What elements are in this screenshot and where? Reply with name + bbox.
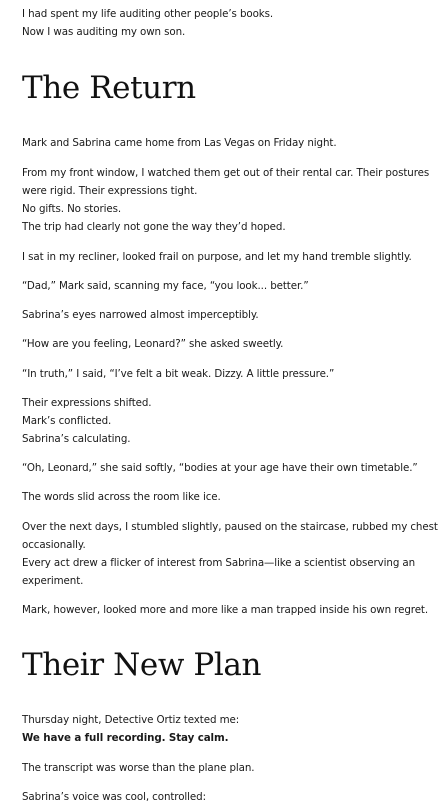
section-heading-their-new-plan: Their New Plan xyxy=(22,647,262,683)
paragraph-line: Their expressions shifted. xyxy=(22,397,152,409)
paragraph-line: The transcript was worse than the plane plan. xyxy=(22,762,255,774)
paragraph-line: The trip had clearly not gone the way they’d hoped. xyxy=(22,221,286,233)
paragraph-line: Sabrina’s calculating. xyxy=(22,433,131,445)
paragraph-line: I sat in my recliner, looked frail on purpose, and let my hand tremble slightly. xyxy=(22,251,412,263)
paragraph-line: Over the next days, I stumbled slightly, paused on the staircase, rubbed my chest xyxy=(22,521,438,533)
paragraph-line: occasionally. xyxy=(22,539,86,551)
paragraph-line: “In truth,” I said, “I’ve felt a bit weak. Dizzy. A little pressure.” xyxy=(22,368,335,380)
paragraph-line: “Dad,” Mark said, scanning my face, “you look... better.” xyxy=(22,280,309,292)
paragraph-line: Mark and Sabrina came home from Las Vegas on Friday night. xyxy=(22,137,337,149)
paragraph-line: “How are you feeling, Leonard?” she asked sweetly. xyxy=(22,338,284,350)
paragraph-line: The words slid across the room like ice. xyxy=(22,491,221,503)
paragraph-line-bold: We have a full recording. Stay calm. xyxy=(22,732,229,744)
paragraph-line: Mark, however, looked more and more like a man trapped inside his own regret. xyxy=(22,604,429,616)
paragraph-line: experiment. xyxy=(22,575,84,587)
intro-line: Now I was auditing my own son. xyxy=(22,26,186,38)
paragraph-line: Sabrina’s eyes narrowed almost imperceptibly. xyxy=(22,309,259,321)
paragraph-line: From my front window, I watched them get out of their rental car. Their postures xyxy=(22,167,430,179)
paragraph-line: were rigid. Their expressions tight. xyxy=(22,185,198,197)
paragraph-line: Thursday night, Detective Ortiz texted me: xyxy=(22,714,240,726)
section-heading-the-return: The Return xyxy=(22,70,196,106)
paragraph-line: Every act drew a flicker of interest from Sabrina—like a scientist observing an xyxy=(22,557,416,569)
intro-line: I had spent my life auditing other people’s books. xyxy=(22,8,274,20)
paragraph-line: “Oh, Leonard,” she said softly, “bodies at your age have their own timetable.” xyxy=(22,462,418,474)
paragraph-line: Sabrina’s voice was cool, controlled: xyxy=(22,791,206,803)
paragraph-line: Mark’s conflicted. xyxy=(22,415,112,427)
paragraph-line: No gifts. No stories. xyxy=(22,203,122,215)
